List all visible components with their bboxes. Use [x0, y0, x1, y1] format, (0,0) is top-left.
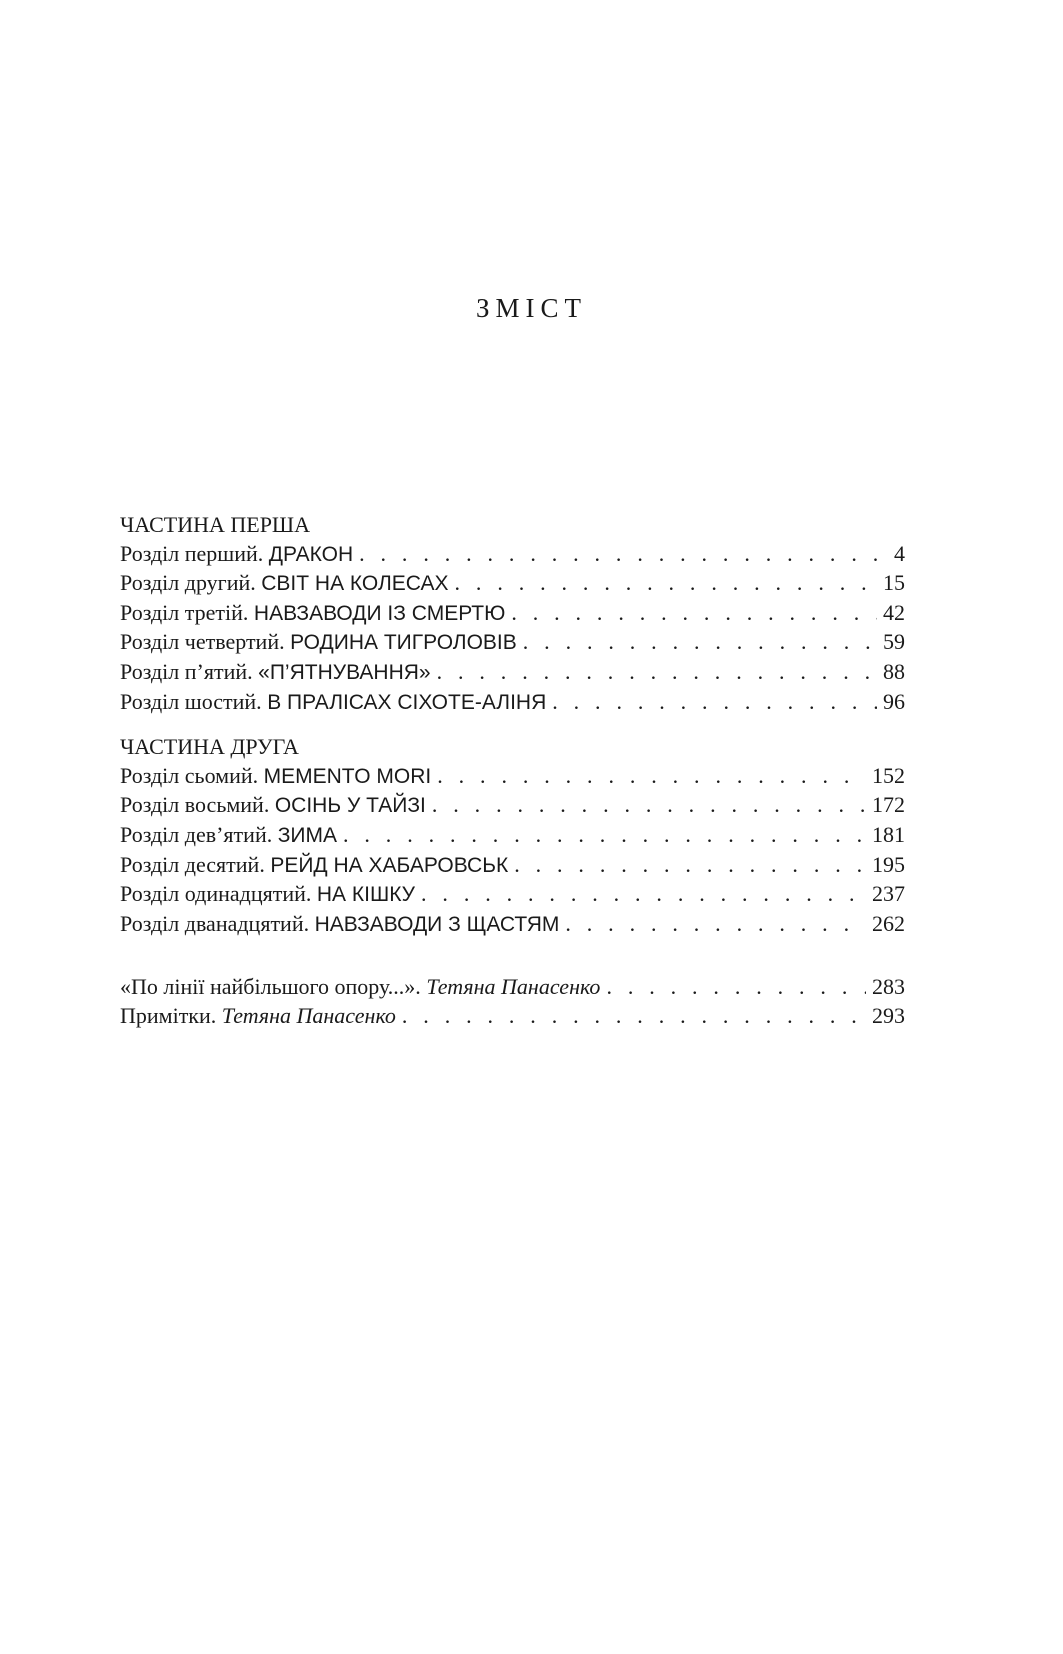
page-number: 172: [872, 792, 905, 818]
entry-title: MEMENTO MORI: [263, 764, 432, 788]
entry-text: [120, 910, 559, 940]
entry-text: [120, 1002, 396, 1031]
dot-leader: [606, 973, 866, 1002]
dot-leader: [437, 762, 866, 791]
entry-label: Розділ восьмий.: [120, 792, 270, 818]
entry-label: Розділ дев’ятий.: [120, 821, 273, 847]
toc-entry-chapter-8[interactable]: [120, 791, 905, 821]
page-number: 293: [872, 1002, 905, 1028]
entry-text: [120, 973, 600, 1002]
entry-text: [120, 599, 505, 629]
page-number: 262: [872, 910, 905, 936]
page-number: 4: [894, 540, 905, 566]
entry-label: Розділ дванадцятий.: [120, 910, 310, 936]
page-number: 96: [883, 688, 905, 714]
toc-entry-afterword[interactable]: [120, 973, 905, 1002]
entry-label: «По лінії найбільшого опору...».: [120, 974, 421, 1000]
dot-leader: [565, 910, 866, 939]
entry-text: [120, 628, 517, 658]
entry-title: ЗИМА: [277, 823, 337, 847]
page-title: ЗМІСТ: [475, 293, 588, 323]
entry-title: ДРАКОН: [268, 542, 354, 566]
appendix-section: [120, 973, 905, 1030]
entry-title: РОДИНА ТИГРОЛОВІВ: [290, 631, 517, 655]
entry-label: Розділ третій.: [120, 599, 249, 625]
dot-leader: [432, 791, 866, 820]
page-number: 15: [883, 570, 905, 596]
toc-entry-chapter-2[interactable]: [120, 569, 905, 599]
toc-entry-chapter-11[interactable]: [120, 880, 905, 910]
toc-entry-chapter-10[interactable]: [120, 851, 905, 881]
toc-entry-chapter-4[interactable]: [120, 628, 905, 658]
entry-title: «П’ЯТНУВАННЯ»: [258, 660, 431, 684]
dot-leader: [455, 569, 877, 598]
toc-entry-chapter-7[interactable]: [120, 762, 905, 792]
entry-author: Тетяна Панасенко: [221, 1002, 396, 1028]
dot-leader: [402, 1002, 866, 1031]
entry-label: Розділ одинадцятий.: [120, 881, 312, 907]
dot-leader: [523, 628, 877, 657]
entry-label: Примітки.: [120, 1002, 217, 1028]
toc-entry-chapter-9[interactable]: [120, 821, 905, 851]
dot-leader: [552, 688, 877, 717]
entry-title: СВІТ НА КОЛЕСАХ: [261, 572, 449, 596]
entry-label: Розділ другий.: [120, 570, 256, 596]
entry-label: Розділ сьомий.: [120, 762, 259, 788]
entry-title: НА КІШКУ: [316, 883, 416, 907]
dot-leader: [437, 658, 877, 687]
entry-text: [120, 880, 415, 910]
entry-title: РЕЙД НА ХАБАРОВСЬК: [270, 853, 509, 877]
dot-leader: [514, 851, 866, 880]
part-heading-second: ЧАСТИНА ДРУГА: [120, 734, 299, 760]
entry-text: [120, 791, 426, 821]
entry-text: [120, 688, 546, 718]
entry-title: НАВЗАВОДИ З ЩАСТЯМ: [314, 912, 560, 936]
toc-entry-chapter-6[interactable]: [120, 688, 905, 718]
toc-entry-chapter-12[interactable]: [120, 910, 905, 940]
entry-label: Розділ шостий.: [120, 688, 262, 714]
entry-text: [120, 762, 431, 792]
dot-leader: [359, 540, 888, 569]
dot-leader: [343, 821, 866, 850]
entry-label: Розділ п’ятий.: [120, 658, 253, 684]
page-number: 195: [872, 851, 905, 877]
part-heading-first: ЧАСТИНА ПЕРША: [120, 512, 311, 537]
entry-text: [120, 821, 337, 851]
entry-label: Розділ четвертий.: [120, 629, 285, 655]
entry-text: [120, 569, 449, 599]
entry-title: ОСІНЬ У ТАЙЗІ: [274, 794, 426, 818]
dot-leader: [511, 599, 877, 628]
entry-title: НАВЗАВОДИ ІЗ СМЕРТЮ: [253, 601, 506, 625]
entry-label: Розділ перший.: [120, 540, 264, 566]
entry-text: [120, 540, 353, 570]
page-number: 152: [872, 762, 905, 788]
page-number: 283: [872, 974, 905, 1000]
dot-leader: [421, 880, 866, 909]
page-number: 181: [872, 821, 905, 847]
toc-entry-notes[interactable]: [120, 1002, 905, 1031]
entry-text: [120, 851, 508, 881]
page-number: 59: [883, 629, 905, 655]
page-number: 237: [872, 881, 905, 907]
entry-title: В ПРАЛІСАХ СІХОТЕ-АЛІНЯ: [267, 690, 547, 714]
toc-entry-chapter-3[interactable]: [120, 599, 905, 629]
page-number: 42: [883, 599, 905, 625]
entry-label: Розділ десятий.: [120, 851, 265, 877]
entry-author: Тетяна Панасенко: [426, 974, 601, 1000]
toc-entry-chapter-1[interactable]: [120, 540, 905, 570]
entry-text: [120, 658, 431, 688]
toc-entry-chapter-5[interactable]: [120, 658, 905, 688]
page-number: 88: [883, 658, 905, 684]
table-of-contents: [120, 511, 905, 1031]
